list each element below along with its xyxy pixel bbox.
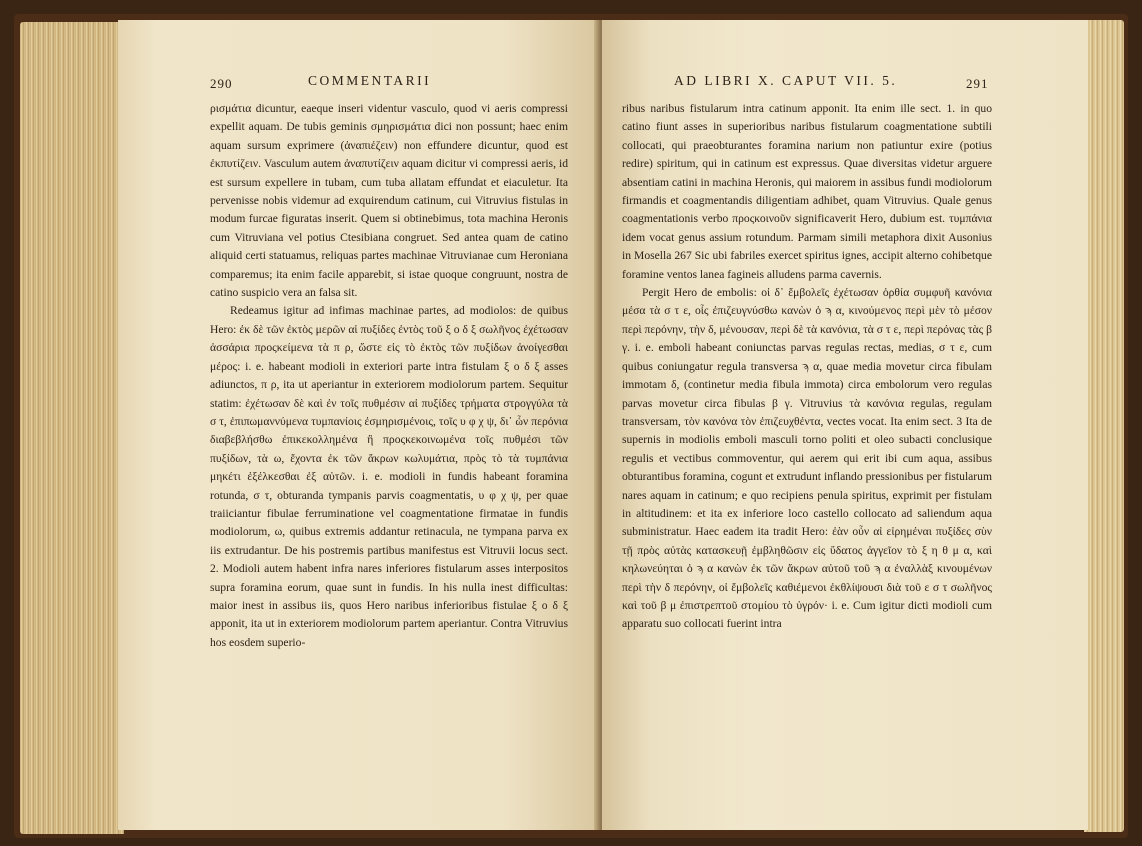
running-title: COMMENTARII — [308, 73, 432, 88]
paragraph: ρισμάτια dicuntur, eaeque inseri videntur vasculo, quod vi aeris compressi expellit aquam. De tubis geminis σμηρισμάτια dici non possunt; haec enim aquam sursum exprimere (ἀναπιέζειν) non effundere dicuntur, quod est ἐκπυτίζειν. Vasculum autem ἀναπυτίζειν aquam dicitur vi compressi aeris, id est sursum expellere in tubam, cum tuba allatam effundat et eiaculetur. Ita pervenisse nobis videmur ad exquirendum catinum, cui Vitruvius fistulas in modum furcae figuratas inserit. Quem si obtinebimus, tota machina Heronis cum Vitruviana vel potius Ctesibiana congruet. Sed antea quam de catino aliquid certi statuamus, reliquas partes machinae Vitruvianae cum Heroniana comparemus; ita enim facile apparebit, si istae quoque congruunt, nostra de catino suspicio vera an falsa sit. — [210, 102, 568, 300]
left-page-header — [118, 73, 598, 93]
page-edges-left — [20, 22, 124, 834]
right-page — [602, 20, 1088, 830]
right-page-body — [622, 100, 992, 634]
left-page — [118, 20, 598, 830]
running-title: AD LIBRI X. CAPUT VII. 5. — [674, 73, 898, 88]
paragraph: Redeamus igitur ad infimas machinae partes, ad modiolos: de quibus Hero: ἐκ δὲ τῶν ἐκτὸς μερῶν αἱ πυξίδες ἐντὸς τοῦ ξ ο δ ξ σωλῆνος ἐχέτωσαν ἀσσάρια προςκείμενα τὰ π ρ, ὥστε εἰς τὸ ἐκτὸς τῶν πυξίδων ἀνοίγεσθαι μέρος: i. e. habeant modioli in exteriori parte intra fistulam ξ ο δ ξ asses adiunctos, π ρ, ita ut aperiantur in exteriorem modiolorum partem. Sequitur statim: ἐχέτωσαν δὲ καὶ ἐν τοῖς πυθμέσιν αἱ πυξίδες τρήματα στρογγύλα τὰ σ τ, ἐπιπωμαννύμενα τυμπανίοις ἐσμηρισμένοις, τοῖς υ φ χ ψ, δι᾽ ὧν περόνια διαβεβλήσθω ἐπικεκολλημένα ἢ προςκεκοινωμένα τοῖς πυθμέσι τῶν πυξίδων, τὰ ω, ἔχοντα ἐκ τῶν ἄκρων κωλυμάτια, πρὸς τὸ τὰ τυμπάνια μηκέτι ἐξέλκεσθαι ἐξ αὐτῶν. i. e. modioli in fundis habeant foramina rotunda, σ τ, obturanda tympanis parvis coagmentatis, υ φ χ ψ, per quae traiiciantur fibulae ferruminatione vel coagmentatione firmatae in fundis modiolorum, ω, quibus extremis addantur retinacula, ne tympana parva ex iis extrudantur. De his postremis partibus manifestus est Vitruvii locus sect. 2. Modioli autem habent infra nares inferiores fistularum asses interpositos supra foramina eorum, quae sunt in fundis. In his nulla inest difficultas: maior inest in assibus iis, quos Hero naribus inferioribus fistulae ξ ο δ ξ apponit, ita ut in exteriorem modiolorum partem aperiantur. Contra Vitruvius hos eosdem superio- — [210, 304, 568, 649]
left-page-body — [210, 100, 568, 652]
paragraph: Pergit Hero de embolis: οἱ δ᾽ ἔμβολεῖς ἐχέτωσαν ὀρθία συμφυῆ κανόνια μέσα τὰ σ τ ε, οἷς ἐπιζευγνύσθω κανὼν ὁ ϡ α, κινούμενος περὶ μὲν τὸ μέσον περὶ περόνην, τὴν δ, μένουσαν, περὶ δὲ τὰ κανόνια, τὰ σ τ ε, περὶ περόνας τὰς β γ. i. e. emboli habeant coniunctas parvas regulas rectas, medias, σ τ ε, cum quibus coniungatur regula transversa ϡ α, quae media movetur circa fibulam immotam δ, (continetur media fibula immota) circa embolorum vero regulas parvas movetur circa fibulas β γ. Vitruvius τὰ κανόνια regulas, regulam transversam, τὸν κανόνα τὸν ἐπιζευχθέντα, vectes vocat. Ita enim sect. 3 Ita de supernis in modiolis emboli masculi torno politi et oleo subacti conclusique regulis et vectibus commoventur, qui aerem qui erit ibi cum aqua, assibus obturantibus foramina, cogunt et extrudunt inflando pressionibus per fistularum nares aquam in catinum; e quo recipiens penula spiritus, exprimit per fistulam in altitudinem: et ita ex inferiore loco castello collocato ad saliendum aqua subministratur. Haec eadem ita tradit Hero: ἐὰν οὖν αἱ εἰρημέναι πυξίδες σὺν τῇ πρὸς αὐτὰς κατασκευῇ ἐμβληθῶσιν εἰς ὕδατος ἀγγεῖον τὸ ξ η θ μ α, καὶ κηλωνεύηται ὁ ϡ α κανὼν ἐκ τῶν ἄκρων αὐτοῦ τοῦ ϡ α ἐναλλὰξ κινουμένων περὶ τὴν δ περόνην, οἱ ἔμβολεῖς καθιέμενοι ἐκθλίψουσι διὰ τοῦ ε σ τ σωλῆνος καὶ τοῦ β μ ἐπιστρεπτοῦ στομίου τὸ ὑγρόν· i. e. Cum igitur dicti modioli cum apparatu suo collocati fuerint intra — [622, 286, 992, 631]
paragraph: ribus naribus fistularum intra catinum apponit. Ita enim ille sect. 1. in quo catino fiunt asses in superioribus naribus fistularum coagmentatione subtili collocati, qui praeobturantes foramina narium non patiuntur exire (potius redire) spiritum, qui in catinum est expressus. Quae diversitas videtur arguere absentiam catini in machina Heronis, qui maiorem in assibus fundi modiolorum firmandis et coagmentandis diligentiam adhibet, quam Vitruvius. Quale genus coagmentationis verbo προςκοινοῦν significaverit Hero, dubium est. τυμπάνια idem vocat genus assium rotundum. Parmam simili metaphora dixit Ausonius in Mosella 267 Sic ubi fabriles exercet spiritus ignes, accipit alterno cohibetque foramine ventos lanea fagineis alludens parma cavernis. — [622, 102, 992, 281]
page-edges-right — [1084, 20, 1124, 832]
right-page-header — [602, 73, 1088, 93]
page-number: 291 — [966, 76, 989, 91]
page-number: 290 — [210, 76, 233, 91]
